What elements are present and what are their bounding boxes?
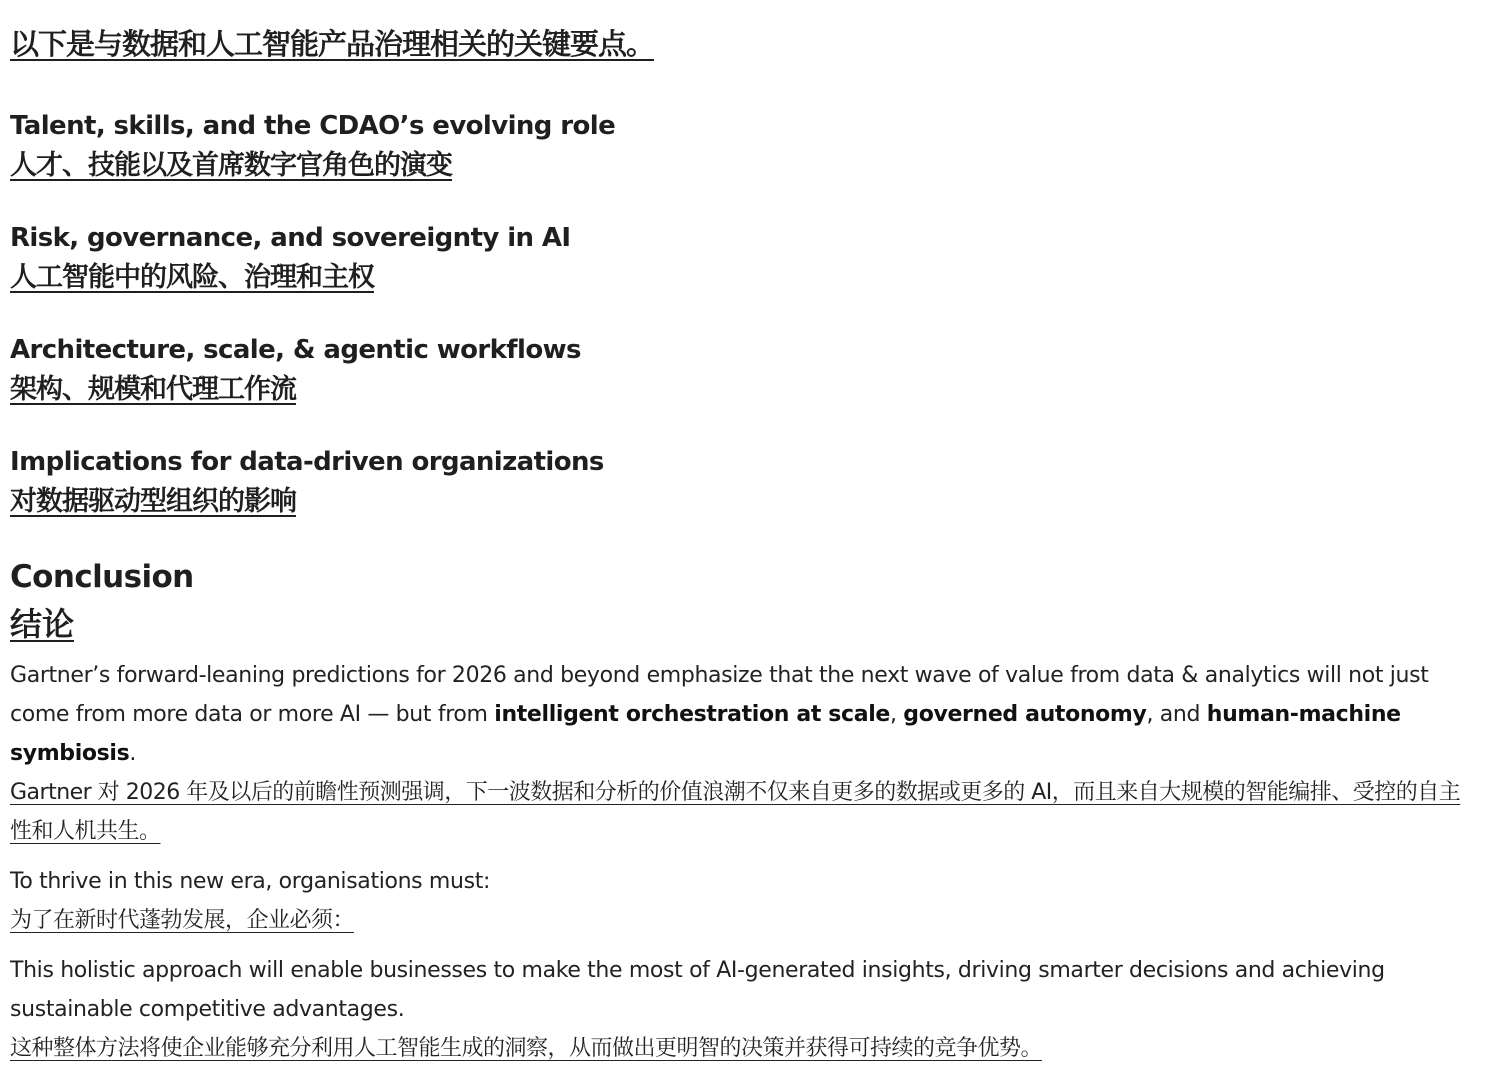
- section-heading-en: Architecture, scale, & agentic workflows: [10, 335, 581, 365]
- conclusion-heading-en: Conclusion: [10, 559, 194, 595]
- section-talent: [10, 106, 1493, 186]
- page-title-zh: 以下是与数据和人工智能产品治理相关的关键要点。: [10, 27, 655, 61]
- section-implications: [10, 442, 1493, 522]
- conclusion-heading-zh: 结论: [10, 605, 75, 643]
- paragraph-text: , and: [1146, 702, 1207, 727]
- holistic-paragraph-zh: 这种整体方法将使企业能够充分利用人工智能生成的洞察，从而做出更明智的决策并获得可持续的竞争优势。: [10, 1036, 1043, 1061]
- paragraph-text: .: [129, 741, 136, 766]
- conclusion-section: [10, 554, 1493, 1068]
- conclusion-paragraph-en: [10, 656, 1475, 773]
- paragraph-text: ,: [890, 702, 904, 727]
- section-heading-zh: 对数据驱动型组织的影响: [10, 486, 296, 517]
- section-architecture: [10, 330, 1493, 410]
- section-heading-en: Talent, skills, and the CDAO’s evolving role: [10, 111, 616, 141]
- conclusion-paragraph-zh: Gartner 对 2026 年及以后的前瞻性预测强调，下一波数据和分析的价值浪潮不仅来自更多的数据或更多的 AI，而且来自大规模的智能编排、受控的自主性和人机共生。: [10, 780, 1461, 844]
- section-risk: [10, 218, 1493, 298]
- section-heading-en: Implications for data-driven organizations: [10, 447, 604, 477]
- bold-phrase: human-machine symbiosis: [10, 702, 1401, 766]
- section-heading-en: Risk, governance, and sovereignty in AI: [10, 223, 571, 253]
- section-heading-zh: 架构、规模和代理工作流: [10, 374, 296, 405]
- holistic-paragraph-en: This holistic approach will enable businesses to make the most of AI-generated insights, driving smarter decisions and achieving sustainable competitive advantages.: [10, 958, 1385, 1022]
- thrive-paragraph-en: To thrive in this new era, organisations must:: [10, 869, 491, 894]
- bold-phrase: intelligent orchestration at scale: [494, 702, 890, 727]
- paragraph-text: Gartner’s forward-leaning predictions for 2026 and beyond emphasize that the next wave of value from data & analytics will not just come from more data or more AI — but from: [10, 663, 1429, 727]
- bold-phrase: governed autonomy: [903, 702, 1147, 727]
- thrive-paragraph-zh: 为了在新时代蓬勃发展，企业必须：: [10, 908, 355, 933]
- section-heading-zh: 人才、技能以及首席数字官角色的演变: [10, 150, 452, 181]
- section-heading-zh: 人工智能中的风险、治理和主权: [10, 262, 374, 293]
